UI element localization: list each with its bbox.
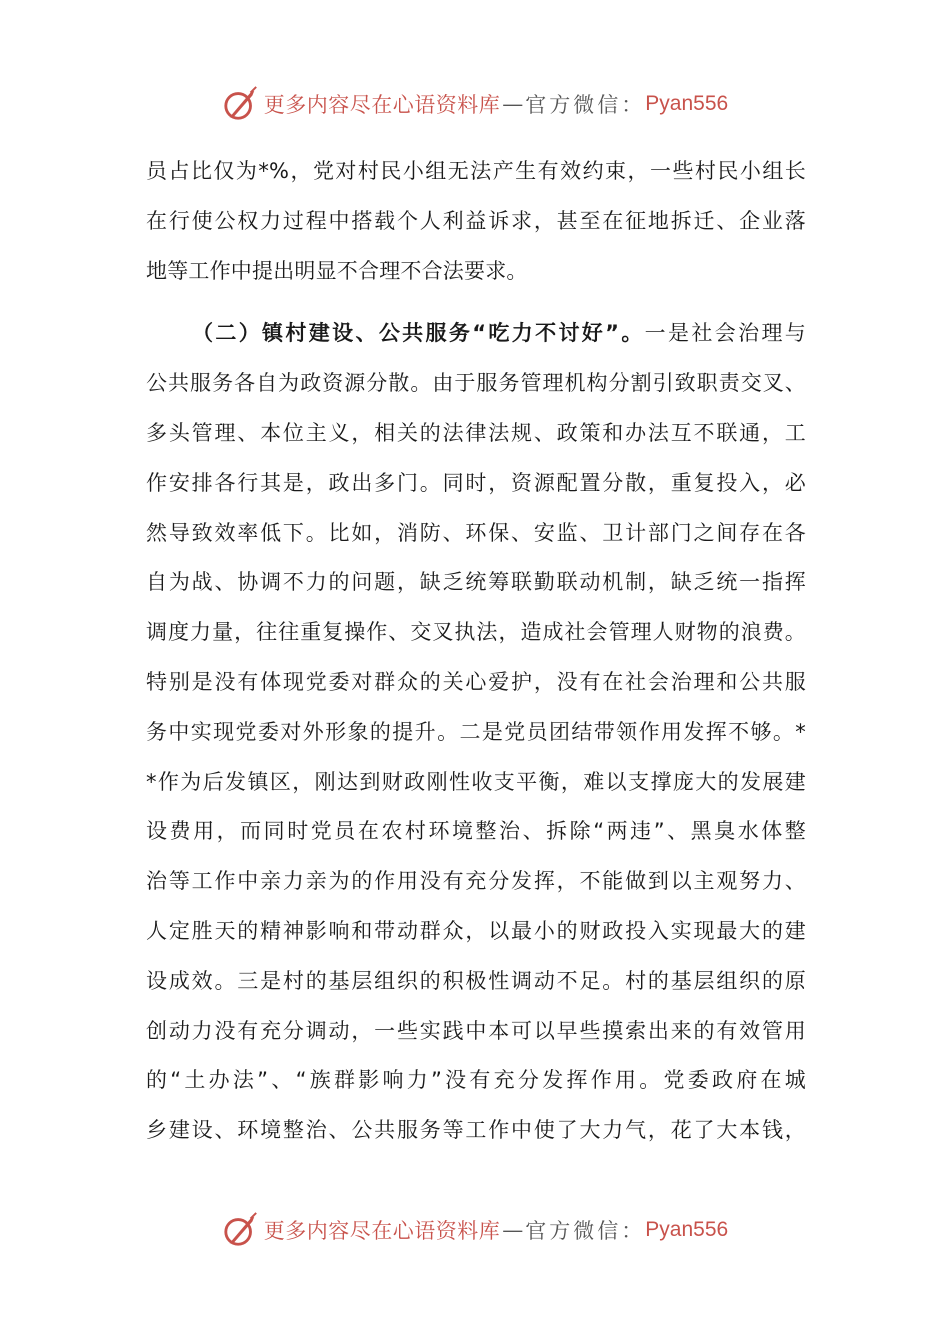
text-line: 乡建设、环境整治、公共服务等工作中使了大力气，花了大本钱， — [146, 1118, 806, 1143]
text-line: 在行使公权力过程中搭载个人利益诉求，甚至在征地拆迁、企业落 — [146, 208, 806, 233]
text-line: 人定胜天的精神影响和带动群众，以最小的财政投入实现最大的建 — [146, 918, 806, 943]
text-line: 务中实现党委对外形象的提升。二是党员团结带领作用发挥不够。* — [146, 719, 806, 744]
text-line: 特别是没有体现党委对群众的关心爱护，没有在社会治理和公共服 — [146, 669, 806, 694]
text-line: 自为战、协调不力的问题，缺乏统筹联勤联动机制，缺乏统一指挥 — [146, 570, 806, 595]
text-line: 设成效。三是村的基层组织的积极性调动不足。村的基层组织的原 — [146, 968, 806, 993]
text-line: 公共服务各自为政资源分散。由于服务管理机构分割引致职责交叉、 — [146, 371, 806, 396]
paragraph-2 — [146, 309, 806, 1156]
watermark-banner-top — [0, 82, 950, 126]
text-line: 作安排各行其是，政出多门。同时，资源配置分散，重复投入，必 — [146, 470, 806, 495]
text-line: 调度力量，往往重复操作、交叉执法，造成社会管理人财物的浪费。 — [146, 620, 806, 645]
text-line: 治等工作中亲力亲为的作用没有充分发挥，不能做到以主观努力、 — [146, 869, 806, 894]
watermark-wechat-label: 官方微信： — [525, 93, 646, 117]
text-line — [146, 309, 806, 359]
watermark-wechat-id: Pyan556 — [645, 1218, 729, 1241]
watermark-site-text: 更多内容尽在心语资料库 — [263, 1219, 501, 1243]
watermark-wechat-id: Pyan556 — [645, 92, 729, 115]
heading-rest: 一是社会治理与 — [644, 321, 806, 346]
watermark-banner-bottom — [0, 1208, 950, 1252]
watermark-separator: — — [502, 92, 524, 116]
watermark-site-text: 更多内容尽在心语资料库 — [263, 93, 501, 117]
quill-pen-circle-icon — [222, 1211, 260, 1249]
watermark-wechat-label: 官方微信： — [525, 1219, 646, 1243]
watermark-separator: — — [502, 1218, 524, 1242]
document-body — [146, 147, 806, 1156]
paragraph-1 — [146, 147, 806, 296]
text-line: 地等工作中提出明显不合理不合法要求。 — [146, 258, 528, 283]
text-line: 设费用，而同时党员在农村环境整治、拆除“两违”、黑臭水体整 — [146, 819, 806, 844]
text-line: 创动力没有充分调动，一些实践中本可以早些摸索出来的有效管用 — [146, 1018, 806, 1043]
section-heading: （二）镇村建设、公共服务“吃力不讨好”。 — [192, 321, 645, 346]
text-line: 员占比仅为*%，党对村民小组无法产生有效约束，一些村民小组长 — [146, 159, 806, 183]
text-line: *作为后发镇区，刚达到财政刚性收支平衡，难以支撑庞大的发展建 — [146, 769, 806, 794]
text-line: 然导致效率低下。比如，消防、环保、安监、卫计部门之间存在各 — [146, 520, 806, 545]
text-line: 多头管理、本位主义，相关的法律法规、政策和办法互不联通，工 — [146, 420, 806, 445]
text-line: 的“土办法”、“族群影响力”没有充分发挥作用。党委政府在城 — [146, 1068, 806, 1093]
quill-pen-circle-icon — [222, 85, 260, 123]
